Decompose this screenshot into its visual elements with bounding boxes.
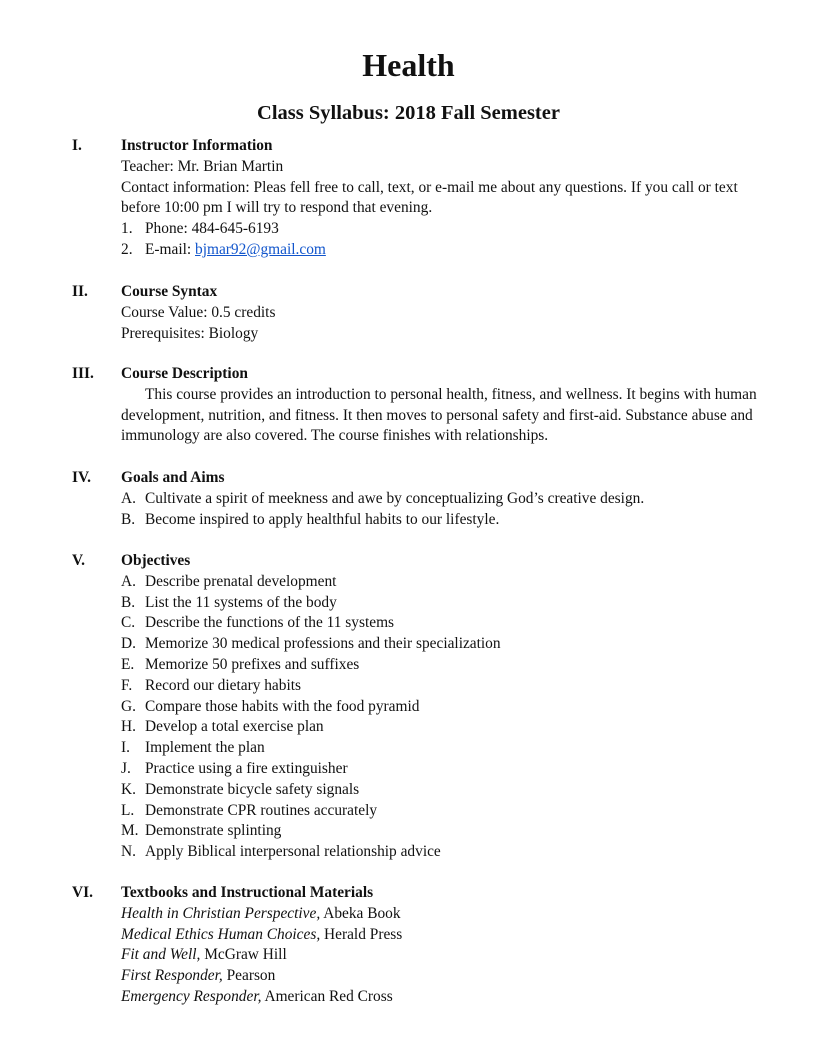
list-item-text: Demonstrate splinting (145, 822, 282, 840)
list-item (121, 489, 769, 510)
list-marker: C. (121, 614, 136, 632)
list-item (121, 759, 769, 780)
email-label: E-mail: (145, 240, 196, 258)
email-link[interactable]: bjmar92@gmail.com (195, 240, 326, 258)
course-value: Course Value: 0.5 credits (121, 303, 276, 321)
list-marker: 1. (121, 220, 133, 238)
document-subtitle: Class Syllabus: 2018 Fall Semester (257, 102, 560, 124)
list-item-text: Become inspired to apply healthful habits to our lifestyle. (145, 510, 500, 528)
list-item (121, 842, 769, 863)
list-item (121, 738, 769, 759)
list-item-text: Describe the functions of the 11 systems (145, 614, 395, 632)
list-marker: D. (121, 635, 136, 653)
textbook-title: Medical Ethics Human Choices, (121, 925, 321, 943)
textbook-publisher: Pearson (222, 967, 276, 985)
list-marker: H. (121, 718, 136, 736)
list-item-text: Compare those habits with the food pyramid (145, 697, 420, 715)
teacher-name: Teacher: Mr. Brian Martin (121, 157, 284, 175)
textbook-publisher: McGraw Hill (200, 946, 287, 964)
section-numeral: V. (72, 552, 85, 569)
list-item (121, 821, 769, 842)
list-marker: N. (121, 843, 136, 861)
section-numeral: IV. (72, 469, 91, 486)
list-item-text: Describe prenatal development (145, 572, 337, 590)
list-item (121, 572, 769, 593)
list-marker: K. (121, 780, 136, 798)
section-heading: Course Description (121, 365, 248, 382)
list-item-text: Implement the plan (145, 739, 265, 757)
list-item-text: Cultivate a spirit of meekness and awe by conceptualizing God’s creative design. (145, 489, 645, 507)
list-marker: F. (121, 676, 133, 694)
list-marker: L. (121, 801, 135, 819)
list-marker: E. (121, 655, 135, 673)
document-title: Health (362, 47, 455, 83)
contact-information: Contact information: Pleas fell free to call, text, or e-mail me about any questions. If you call or text before 10:00 pm I will try to respond that evening. (121, 178, 738, 217)
textbook-title: First Responder, (121, 967, 223, 985)
textbook-entry (121, 925, 769, 946)
list-item-email (121, 240, 769, 261)
list-item (121, 676, 769, 697)
textbook-entry (121, 945, 769, 966)
textbook-publisher: Abeka Book (320, 904, 401, 922)
textbook-publisher: American Red Cross (261, 987, 393, 1005)
list-marker: B. (121, 593, 136, 611)
section-heading: Instructor Information (121, 137, 273, 154)
section-numeral: VI. (72, 884, 93, 901)
list-item-text: Demonstrate CPR routines accurately (145, 801, 378, 819)
list-item (121, 697, 769, 718)
section-numeral: III. (72, 365, 94, 382)
phone-number: Phone: 484-645-6193 (145, 220, 279, 238)
textbook-publisher: Herald Press (320, 925, 403, 943)
list-marker: A. (121, 572, 136, 590)
section-heading: Course Syntax (121, 283, 218, 300)
list-marker: I. (121, 739, 130, 757)
textbook-entry (121, 904, 769, 925)
list-item-text: Demonstrate bicycle safety signals (145, 780, 360, 798)
list-marker: 2. (121, 240, 133, 258)
list-item (121, 613, 769, 634)
list-item (121, 801, 769, 822)
textbook-title: Emergency Responder, (121, 987, 262, 1005)
list-item-text: Practice using a fire extinguisher (145, 759, 348, 777)
list-marker: A. (121, 489, 136, 507)
textbook-title: Fit and Well, (121, 946, 201, 964)
list-marker: M. (121, 822, 139, 840)
textbook-title: Health in Christian Perspective, (121, 904, 321, 922)
list-item (121, 510, 769, 531)
list-item-phone (121, 219, 769, 240)
course-prerequisites: Prerequisites: Biology (121, 324, 259, 342)
list-item-text: Develop a total exercise plan (145, 718, 324, 736)
list-item (121, 655, 769, 676)
course-description-text: This course provides an introduction to personal health, fitness, and wellness. It begins with human development, nutrition, and fitness. It then moves to personal safety and first-aid. Substance abuse and immunology are also covered. The course finishes with relationships. (121, 385, 757, 445)
textbook-entry (121, 987, 769, 1008)
list-item (121, 634, 769, 655)
section-heading: Objectives (121, 552, 191, 569)
section-numeral: II. (72, 283, 88, 300)
list-item (121, 593, 769, 614)
section-numeral: I. (72, 137, 82, 154)
list-marker: G. (121, 697, 136, 715)
list-item-text: List the 11 systems of the body (145, 593, 337, 611)
section-heading: Textbooks and Instructional Materials (121, 884, 374, 901)
list-item-text: Apply Biblical interpersonal relationship advice (145, 843, 441, 861)
textbook-entry (121, 966, 769, 987)
list-marker: B. (121, 510, 136, 528)
section-heading: Goals and Aims (121, 469, 225, 486)
list-item-text: Memorize 30 medical professions and their specialization (145, 635, 501, 653)
list-marker: J. (121, 759, 131, 777)
list-item-text: Memorize 50 prefixes and suffixes (145, 655, 360, 673)
list-item-text: Record our dietary habits (145, 676, 301, 694)
list-item (121, 780, 769, 801)
list-item (121, 717, 769, 738)
